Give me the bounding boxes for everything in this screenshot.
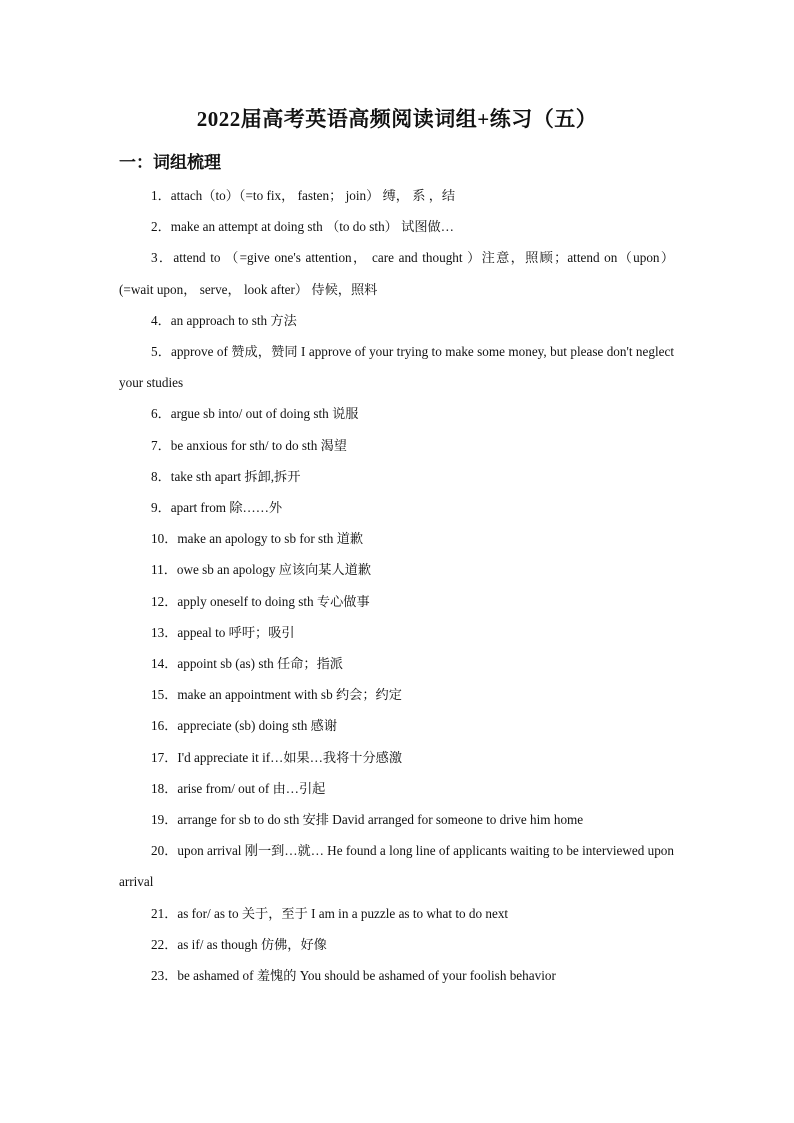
entry-text: appoint sb (as) sth 任命；指派 [177,656,343,672]
entry-number: 2． [151,219,171,235]
entry-text: upon arrival 刚一到…就… He found a long line of applicants waiting to be interviewed upon arrival [119,843,674,890]
phrase-entry [119,398,674,429]
phrase-entry [119,929,674,960]
phrase-entry [119,742,674,773]
phrase-entry [119,679,674,710]
phrase-entry [119,648,674,679]
entry-number: 20． [151,843,178,859]
phrase-entry [119,835,674,897]
phrase-entry [119,336,674,398]
entry-text: be anxious for sth/ to do sth 渴望 [170,437,347,453]
phrase-entry [119,211,674,242]
entry-text: make an appointment with sb 约会；约定 [177,687,402,703]
entry-number: 10． [151,531,178,547]
phrase-entry [119,554,674,585]
entry-number: 13． [151,624,178,640]
entry-text: an approach to sth 方法 [170,312,297,328]
page-title: 2022届高考英语高频阅读词组+练习（五） [196,107,598,131]
phrase-entry [119,898,674,929]
entry-number: 17． [151,749,178,765]
entry-number: 15． [151,687,178,703]
entry-number: 23． [151,968,178,984]
entry-number: 12． [151,593,178,609]
entry-text: apart from 除……外 [170,500,283,516]
entry-text: arise from/ out of 由…引起 [177,780,326,796]
entry-number: 4． [151,312,171,328]
entry-number: 9． [151,500,171,516]
phrase-entry [119,523,674,554]
phrase-entry [119,710,674,741]
entry-number: 3． [151,250,174,266]
entry-text: as if/ as though 仿佛，好像 [177,936,327,952]
phrase-entry [119,773,674,804]
entry-text: take sth apart 拆卸,拆开 [170,468,301,484]
phrase-list [119,180,674,991]
entry-text: appreciate (sb) doing sth 感谢 [177,718,338,734]
entry-text: owe sb an apology 应该向某人道歉 [176,562,372,578]
entry-number: 6． [151,406,171,422]
entry-text: attach（to）（=to fix， fasten； join） 缚， 系 ，结 [170,188,456,203]
entry-text: make an apology to sb for sth 道歉 [177,531,364,547]
entry-number: 22． [151,936,178,952]
entry-text: arrange for sb to do sth 安排 David arranged for someone to drive him home [177,812,584,828]
entry-number: 8． [151,468,171,484]
entry-text: approve of 赞成，赞同 I approve of your trying to make some money, but please don't neglect your studies [119,344,674,391]
phrase-entry [119,960,674,991]
entry-number: 16． [151,718,178,734]
entry-text: as for/ as to 关于，至于 I am in a puzzle as to what to do next [177,905,509,921]
entry-number: 11． [151,562,177,578]
phrase-entry [119,617,674,648]
section-heading: 一：词组梳理 [119,153,221,172]
entry-text: appeal to 呼吁；吸引 [177,624,295,640]
phrase-entry [119,461,674,492]
entry-text: I'd appreciate it if…如果…我将十分感激 [177,749,403,765]
entry-number: 18． [151,780,178,796]
entry-text: make an attempt at doing sth （to do sth） 试图做… [170,219,454,235]
entry-text: attend to （=give one's attention， care and thought ）注意，照顾；attend on（upon）(=wait upon， serve， look after） 侍候，照料 [119,250,675,297]
phrase-entry [119,430,674,461]
entry-number: 19． [151,812,178,828]
entry-number: 7． [151,437,171,453]
entry-text: be ashamed of 羞愧的 You should be ashamed of your foolish behavior [177,968,556,984]
entry-text: argue sb into/ out of doing sth 说服 [170,406,359,422]
phrase-entry [119,586,674,617]
phrase-entry [119,804,674,835]
phrase-entry [119,180,674,211]
phrase-entry [119,492,674,523]
entry-text: apply oneself to doing sth 专心做事 [177,593,370,609]
entry-number: 1． [151,188,171,203]
entry-number: 5． [151,344,171,360]
phrase-entry [119,305,674,336]
phrase-entry [119,242,674,304]
entry-number: 21． [151,905,178,921]
entry-number: 14． [151,656,178,672]
